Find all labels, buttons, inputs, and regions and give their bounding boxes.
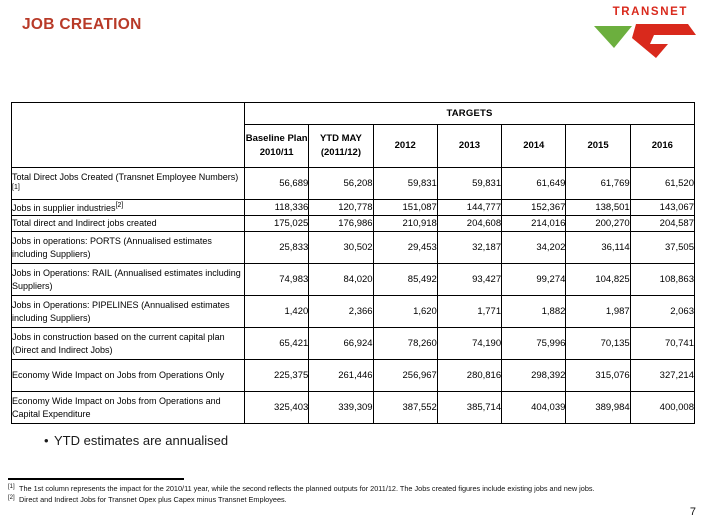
column-header-label: 2016 bbox=[651, 140, 673, 152]
table-cell-value: 256,967 bbox=[373, 360, 437, 392]
table-cell-value: 176,986 bbox=[309, 216, 373, 232]
column-header-label: 2013 bbox=[458, 140, 481, 152]
column-header-sub: 2010/11 bbox=[259, 147, 294, 158]
footnote-text: Direct and Indirect Jobs for Transnet Opex plus Capex minus Transnet Employees. bbox=[19, 494, 287, 504]
table-cell-value: 104,825 bbox=[566, 264, 630, 296]
transnet-logo bbox=[586, 2, 696, 60]
table-cell-value: 85,492 bbox=[373, 264, 437, 296]
table-row bbox=[12, 328, 695, 360]
column-header-label: Baseline Plan bbox=[245, 133, 308, 145]
table-cell-value: 34,202 bbox=[502, 232, 566, 264]
job-creation-table bbox=[11, 102, 695, 424]
table-cell-value: 152,367 bbox=[502, 200, 566, 216]
footnote-divider bbox=[8, 478, 184, 480]
table-cell-value: 59,831 bbox=[373, 168, 437, 200]
table-cell-value: 61,769 bbox=[566, 168, 630, 200]
table-cell-value: 36,114 bbox=[566, 232, 630, 264]
table-cell-value: 93,427 bbox=[437, 264, 501, 296]
column-header-2013 bbox=[437, 125, 501, 168]
targets-group-header: TARGETS bbox=[245, 103, 695, 125]
table-row-label: Jobs in construction based on the current capital plan (Direct and Indirect Jobs) bbox=[12, 328, 245, 360]
column-header-label: 2014 bbox=[523, 140, 545, 152]
column-header-2016 bbox=[630, 125, 694, 168]
table-cell-value: 120,778 bbox=[309, 200, 373, 216]
table-cell-value: 143,067 bbox=[630, 200, 694, 216]
table-cell-value: 315,076 bbox=[566, 360, 630, 392]
table-cell-value: 1,882 bbox=[502, 296, 566, 328]
transnet-wordmark: TRANSNET bbox=[612, 6, 688, 18]
table-cell-value: 75,996 bbox=[502, 328, 566, 360]
footnote-marker: [2] bbox=[8, 494, 15, 501]
table-cell-value: 59,831 bbox=[437, 168, 501, 200]
table-row bbox=[12, 168, 695, 200]
table-cell-value: 70,741 bbox=[630, 328, 694, 360]
table-cell-value: 327,214 bbox=[630, 360, 694, 392]
table-cell-value: 108,863 bbox=[630, 264, 694, 296]
transnet-logo-mark-icon bbox=[592, 22, 696, 60]
column-header-label: 2015 bbox=[587, 140, 609, 152]
table-cell-value: 118,336 bbox=[245, 200, 309, 216]
column-header-2012 bbox=[373, 125, 437, 168]
table-cell-value: 30,502 bbox=[309, 232, 373, 264]
table-cell-value: 387,552 bbox=[373, 392, 437, 424]
table-cell-value: 210,918 bbox=[373, 216, 437, 232]
page-title: JOB CREATION bbox=[22, 16, 142, 33]
table-row-label: Jobs in Operations: PIPELINES (Annualised estimates including Suppliers) bbox=[12, 296, 245, 328]
column-header-sub: (2011/12) bbox=[320, 147, 361, 158]
column-header-label: YTD MAY bbox=[319, 133, 362, 145]
table-row-label: Jobs in Operations: RAIL (Annualised estimates including Suppliers) bbox=[12, 264, 245, 296]
jobs-table-container bbox=[11, 102, 695, 424]
table-cell-value: 61,649 bbox=[502, 168, 566, 200]
table-cell-value: 175,025 bbox=[245, 216, 309, 232]
row-label-header-cell bbox=[12, 103, 245, 168]
column-header-2014 bbox=[502, 125, 566, 168]
footnote-item-2 bbox=[8, 495, 684, 506]
row-label-footnote-marker: [2] bbox=[115, 201, 124, 209]
table-cell-value: 2,366 bbox=[309, 296, 373, 328]
table-cell-value: 56,208 bbox=[309, 168, 373, 200]
table-row bbox=[12, 264, 695, 296]
table-header-group-row bbox=[12, 103, 695, 125]
table-cell-value: 298,392 bbox=[502, 360, 566, 392]
table-row bbox=[12, 200, 695, 216]
bullet-item-text: YTD estimates are annualised bbox=[54, 433, 229, 448]
table-row-label: Economy Wide Impact on Jobs from Operations and Capital Expenditure bbox=[12, 392, 245, 424]
table-row-label: Jobs in supplier industries[2] bbox=[12, 200, 245, 216]
page-number: 7 bbox=[689, 506, 696, 518]
table-cell-value: 1,771 bbox=[437, 296, 501, 328]
table-cell-value: 214,016 bbox=[502, 216, 566, 232]
table-row bbox=[12, 216, 695, 232]
table-cell-value: 138,501 bbox=[566, 200, 630, 216]
table-cell-value: 385,714 bbox=[437, 392, 501, 424]
table-cell-value: 74,190 bbox=[437, 328, 501, 360]
table-cell-value: 389,984 bbox=[566, 392, 630, 424]
footnote-marker: [1] bbox=[8, 484, 15, 490]
table-cell-value: 339,309 bbox=[309, 392, 373, 424]
table-row bbox=[12, 392, 695, 424]
table-cell-value: 261,446 bbox=[309, 360, 373, 392]
table-cell-value: 56,689 bbox=[245, 168, 309, 200]
bullet-marker-icon: • bbox=[44, 433, 49, 448]
table-cell-value: 1,620 bbox=[373, 296, 437, 328]
table-cell-value: 204,587 bbox=[630, 216, 694, 232]
column-header-ytd-may bbox=[309, 125, 373, 168]
table-cell-value: 2,063 bbox=[630, 296, 694, 328]
table-cell-value: 74,983 bbox=[245, 264, 309, 296]
table-row bbox=[12, 296, 695, 328]
table-row bbox=[12, 232, 695, 264]
column-header-2015 bbox=[566, 125, 630, 168]
table-cell-value: 32,187 bbox=[437, 232, 501, 264]
table-header bbox=[12, 103, 695, 168]
footnote-item-1 bbox=[8, 484, 684, 495]
table-cell-value: 29,453 bbox=[373, 232, 437, 264]
table-cell-value: 66,924 bbox=[309, 328, 373, 360]
bullet-list bbox=[44, 433, 228, 448]
table-cell-value: 37,505 bbox=[630, 232, 694, 264]
table-cell-value: 404,039 bbox=[502, 392, 566, 424]
table-cell-value: 61,520 bbox=[630, 168, 694, 200]
table-cell-value: 400,008 bbox=[630, 392, 694, 424]
table-row-label: Total Direct Jobs Created (Transnet Employee Numbers)[1] bbox=[12, 168, 245, 200]
table-cell-value: 151,087 bbox=[373, 200, 437, 216]
table-cell-value: 70,135 bbox=[566, 328, 630, 360]
footnote-list bbox=[8, 484, 684, 506]
table-cell-value: 204,608 bbox=[437, 216, 501, 232]
table-row-label: Economy Wide Impact on Jobs from Operations Only bbox=[12, 360, 245, 392]
table-row bbox=[12, 360, 695, 392]
table-cell-value: 200,270 bbox=[566, 216, 630, 232]
table-cell-value: 1,987 bbox=[566, 296, 630, 328]
footnote-text: The 1st column represents the impact for the 2010/11 year, while the second reflects the planned outputs for 2011/12. The Jobs created figures include existing jobs and new jobs. bbox=[19, 484, 595, 493]
table-row-label: Jobs in operations: PORTS (Annualised estimates including Suppliers) bbox=[12, 232, 245, 264]
table-cell-value: 65,421 bbox=[245, 328, 309, 360]
table-cell-value: 84,020 bbox=[309, 264, 373, 296]
column-header-baseline-plan bbox=[245, 125, 309, 168]
table-cell-value: 280,816 bbox=[437, 360, 501, 392]
table-cell-value: 325,403 bbox=[245, 392, 309, 424]
table-cell-value: 225,375 bbox=[245, 360, 309, 392]
table-cell-value: 144,777 bbox=[437, 200, 501, 216]
table-cell-value: 25,833 bbox=[245, 232, 309, 264]
table-cell-value: 78,260 bbox=[373, 328, 437, 360]
column-header-label: 2012 bbox=[394, 140, 416, 152]
row-label-footnote-marker: [1] bbox=[12, 184, 20, 191]
table-body bbox=[12, 168, 695, 424]
table-cell-value: 99,274 bbox=[502, 264, 566, 296]
table-row-label: Total direct and Indirect jobs created bbox=[12, 216, 245, 232]
table-cell-value: 1,420 bbox=[245, 296, 309, 328]
